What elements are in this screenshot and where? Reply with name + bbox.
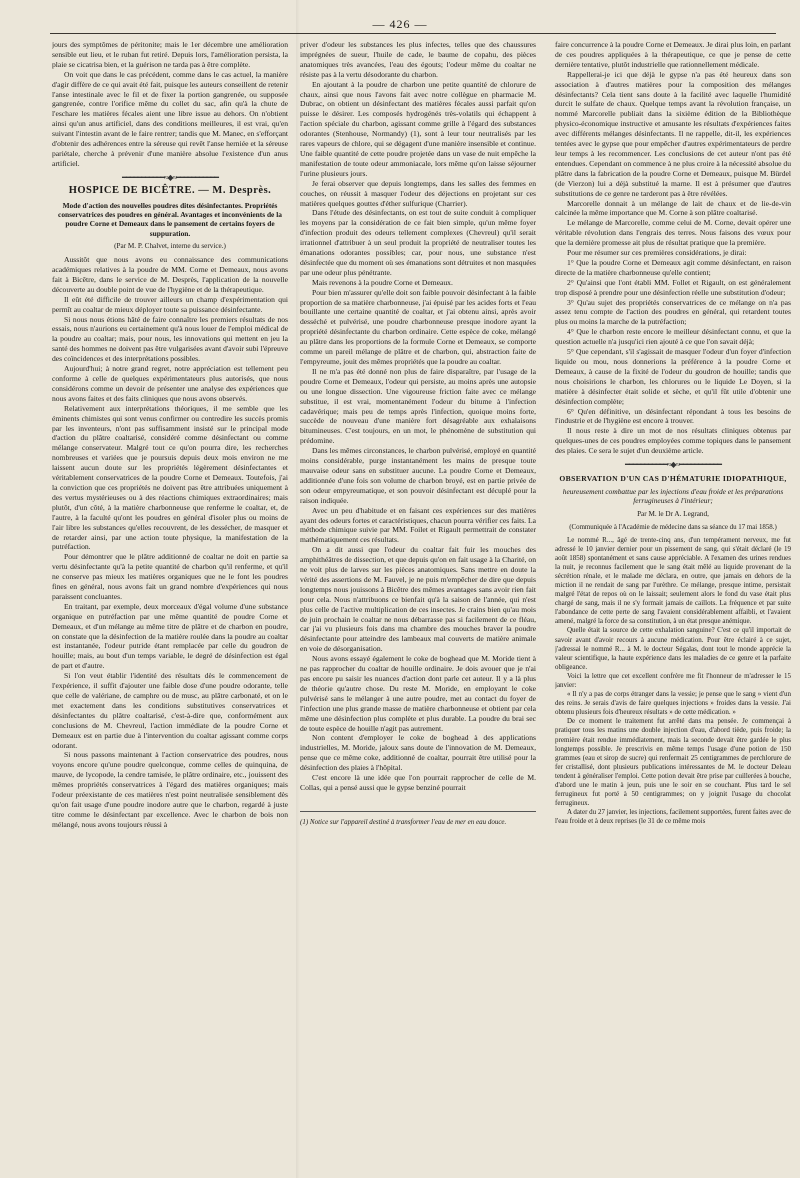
paragraph: Dans les mêmes circonstances, le charbon pulvérisé, employé en quantité moins considérable, purge instantanément les mains de presque toute mauvaise odeur sans en substituer aucune. La poudre Corne et Demeaux, additionnée d'une fois son volume de charbon broyé, est en partie privée de son odeur empyreumatique, et son pouvoir désinfectant est décuplé pour la raison indiquée. bbox=[300, 446, 536, 505]
paragraph: jours des symptômes de péritonite; mais le 1er décembre une amélioration sensible eut lieu, et le ruban fut retiré. Depuis lors, l'amélioration persista, la plaie se cicatrisa bien, et la guérison ne tarda pas à être complète. bbox=[52, 40, 288, 69]
paragraph: faire concurrence à la poudre Corne et Demeaux. Je dirai plus loin, en parlant de ces poudres appliquées à la thérapeutique, ce que je pense de cette dernière tentative, plutôt industrielle que rationnellement médicale. bbox=[555, 40, 791, 69]
section-heading: HOSPICE DE BICÊTRE. — M. Desprès. bbox=[68, 184, 272, 196]
paragraph: Le mélange de Marcorelle, comme celui de M. Corne, devait opérer une véritable révolution dans l'engrais des terres. Nous faisons des vœux pour que la dernière promesse ait plus de résultat pratique que la première. bbox=[555, 218, 791, 248]
section-subheading: Mode d'action des nouvelles poudres dites désinfectantes. Propriétés conservatrices des poudres en général. Avantages et inconvénients de la poudre Corne et Demeaux dans le pansement de certains foyers de suppuration. bbox=[58, 200, 282, 238]
paragraph: Mais revenons à la poudre Corne et Demeaux. bbox=[312, 277, 453, 287]
paragraph: Si nous passons maintenant à l'action conservatrice des poudres, nous voyons encore qu'une poudre quelconque, comme celles de quinquina, de mauve, de lycopode, la cendre tamisée, le plâtre ordinaire, etc., jouissent des mêmes propriétés conservatrices à l'égard des matières organiques; mais l'odeur préexistante de ces matières n'est point neutralisée sensiblement dès qu'on fait usage d'une poudre inodore autre que le charbon, regardé à juste titre comme le désinfectant par excellence. Avec le charbon de bois non mélangé, nous avons toujours réussi à bbox=[52, 750, 288, 829]
list-item: 5° Que cependant, s'il s'agissait de masquer l'odeur d'un foyer d'infection liquide ou mou, nous donnerions la préférence à la poudre Corne et Demeaux, à cause de la fixité de l'odeur du goudron de houille; tandis que nous choisirions le charbon, les chlorures ou le liquide Le Doyen, si la matière à désinfecter était solide et sèche, et qu'il fût utile d'obtenir une désinfection complète; bbox=[555, 347, 791, 406]
paragraph: A dater du 27 janvier, les injections, facilement supportées, furent faites avec de l'eau froide et à deux reprises (le 31 de ce même mois bbox=[555, 808, 791, 826]
list-item: 2° Qu'ainsi que l'ont établi MM. Follet et Rigault, on est généralement trop disposé à prendre pour une désinfection réelle une substitution d'odeur; bbox=[555, 277, 791, 297]
paragraph: Pour démontrer que le plâtre additionné de coaltar ne doit en partie sa vertu désinfectante qu'à la petite quantité de charbon qu'il renferme, et qu'il ne conserve pas mieux les matières organiques que ne le font les poudres fines en général, nous avons fait un grand nombre d'expériences qui nous paraissent concluantes. bbox=[52, 552, 288, 601]
paragraph: Je ferai observer que depuis longtemps, dans les salles des femmes en couches, on réussit à masquer l'odeur des déjections en projetant sur ces matières quelques gouttes d'éther sulfurique (Charrier). bbox=[300, 178, 536, 208]
column-1 bbox=[52, 40, 288, 1168]
paragraph: priver d'odeur les substances les plus infectes, telles que des chaussures imprégnées de sueur, l'huile de cade, le baume de copahu, des pièces anatomiques très avancées, l'eau des égouts; l'odeur même du coaltar ne résiste pas à la vertu désodorante du charbon. bbox=[300, 40, 536, 79]
ornament-divider: ━━━━━━━━━━━≈◆≈━━━━━━━━━━━ bbox=[122, 172, 218, 182]
paragraph: En ajoutant à la poudre de charbon une petite quantité de chlorure de chaux, ainsi que nous l'avons fait avec notre collègue en pharmacie M. Dubrac, on obtient un désinfectant des matières fécales aussi parfait qu'on puisse le désirer. Les composés hydrogénés très-volatils qui échappent à l'action spéciale du charbon, agissant comme grille à l'égard des substances odorantes (Stenhouse, Normandy) (1), sont à leur tour neutralisés par les rares vapeurs de chlore, qui se dégagent d'une manière insensible et continue. Une faible quantité de cette poudre projetée dans un vase de nuit empêche la manifestation de toute odeur ammoniacale, lors même qu'on laisse séjourner l'urine plusieurs jours. bbox=[300, 79, 536, 178]
article-note: (Communiquée à l'Académie de médecine dans sa séance du 17 mai 1858.) bbox=[569, 523, 777, 531]
list-item: 1° Que la poudre Corne et Demeaux agit comme désinfectant, en raison directe de la matière charbonneuse qu'elle contient; bbox=[555, 257, 791, 277]
section-heading: OBSERVATION D'UN CAS D'HÉMATURIE IDIOPATHIQUE, bbox=[559, 473, 787, 483]
section-subheading: heureusement combattue par les injections d'eau froide et les préparations ferrugineuses à l'intérieur; bbox=[562, 486, 784, 506]
paragraph: Il eût été difficile de trouver ailleurs un champ d'expérimentation qui permît au coaltar de mieux déployer toute sa puissance désinfectante. bbox=[52, 294, 288, 314]
paragraph: On a dit aussi que l'odeur du coaltar fait fuir les mouches des amphithéâtres de dissection, et que depuis qu'on en fait usage à la Charité, on ne voit plus de larves sur les pièces anatomiques. Sans mettre en doute la vérité des assertions de M. Fauvel, je ne puis m'empêcher de dire que depuis longtemps nous jouissons à Bicêtre des mêmes avantages sans avoir rien fait pour cela. Nous n'attribuons ce bienfait qu'à la saison de l'année, qui n'est plus celle de l'active multiplication de ces insectes. Je crains bien qu'au mois de juin prochain le coaltar ne nous débarrasse pas si facilement de ce fléau, car j'ai vu plusieurs fois dans ma chambre des mouches braver la poudre désinfectante pour atteindre des lambeaux mal couverts de matière animale en voie de désorganisation. bbox=[300, 545, 536, 654]
footnote: (1) Notice sur l'appareil destiné à transformer l'eau de mer en eau douce. bbox=[300, 811, 536, 828]
list-item: 4° Que le charbon reste encore le meilleur désinfectant connu, et que la question actuelle n'a jusqu'ici rien ajouté à ce que l'on savait déjà; bbox=[555, 327, 791, 347]
column-3 bbox=[555, 40, 791, 1168]
list-item: 6° Qu'en définitive, un désinfectant répondant à tous les besoins de l'industrie et de l'hygiène est encore à trouver. bbox=[555, 406, 791, 426]
paragraph: Aujourd'hui; à notre grand regret, notre appréciation est tellement peu conforme à celle de quelques expérimentateurs plus autorisés, que nous considérons comme un devoir de présenter une analyse des expériences que nous avons faites et des faits cliniques que nous avons observés. bbox=[52, 364, 288, 403]
paragraph: Relativement aux interprétations théoriques, il me semble que les éminents chimistes qui sont venus confirmer ou contredire les succès promis par les inventeurs, n'ont pas suffisamment insisté sur le principal mode d'action du plâtre coaltarisé, considéré comme désinfectant ou comme mélange conservateur. Malgré tout ce qu'on pourra dire, les recherches nombreuses et variées que je poursuis depuis deux mois environ ne me laissent aucun doute sur les propriétés légèrement désinfectantes et véritablement conservatrices de la poudre Corne et Demeaux. Toutefois, j'ai la conviction que ces propriétés ne doivent pas être attribuées uniquement à des vertus mystérieuses ou à des réactions chimiques extraordinaires; mais plutôt, d'un côté, à la matière charbonneuse que renferme le coaltar, et, de l'autre, à la faculté qu'ont les poudres en général d'isoler plus ou moins de l'air libre les substances qu'elles recouvrent, de les dessécher, de masquer et de retarder ainsi, par une action toute physique, la manifestation de la putréfaction. bbox=[52, 403, 288, 552]
paragraph: Pour me résumer sur ces premières considérations, je dirai: bbox=[567, 248, 747, 258]
quotation: « Il n'y a pas de corps étranger dans la vessie; je pense que le sang » vient d'un des reins. Je serais d'avis de faire quelques injections » froides dans la vessie. J'ai obtenu plusieurs fois d'heureux résultats » de cette médication. » bbox=[555, 690, 791, 717]
page-number: — 426 — bbox=[372, 17, 428, 31]
paragraph: Il nous reste à dire un mot de nos résultats cliniques obtenus par quelques-unes de ces poudres employées comme topiques dans le pansement des plaies. Ce sera le sujet d'un deuxième article. bbox=[555, 426, 791, 456]
paragraph: Marcorelle donnait à un mélange de lait de chaux et de lie-de-vin calcinée la même importance que M. Corne à son plâtre coaltarisé. bbox=[555, 198, 791, 218]
paragraph: Pour bien m'assurer qu'elle doit son faible pouvoir désinfectant à la faible proportion de sa matière charbonneuse, j'ai épuisé par les acides forts et l'eau bouillante une certaine quantité de coaltar, et j'ai obtenu ainsi, après avoir desséché et pulvérisé, une poudre charbonneuse presque inodore ayant la propriété désinfectante du charbon ordinaire. Cette espèce de coke, mélangé au plâtre dans les proportions de la formule Corne et Demeaux, se comporte comme un pareil mélange de plâtre et de charbon, qui, abstraction faite de l'empyreume, jouit des mêmes propriétés que la poudre au coaltar. bbox=[300, 287, 536, 366]
paragraph: Aussitôt que nous avons eu connaissance des communications académiques relatives à la poudre de MM. Corne et Demeaux, nous avons fait à Bicêtre, dans le service de M. Desprès, l'application de la nouvelle découverte au double point de vue de l'hygiène et de la thérapeutique. bbox=[52, 255, 288, 294]
paragraph: Avec un peu d'habitude et en faisant ces expériences sur des matières ayant des odeurs fortes et caractéristiques, chacun pourra vérifier ces faits. La méthode chimique suivie par MM. Foilet et Rigault permettrait de constater mathématiquement ces résultats. bbox=[300, 505, 536, 545]
column-2 bbox=[300, 40, 536, 1168]
article-author: Par M. le Dr A. Legrand, bbox=[637, 509, 709, 518]
paragraph: Si l'on veut établir l'identité des résultats dès le commencement de l'expérience, il suffit d'ajouter une faible dose d'une poudre odorante, telle que celle de valériane, de camphre ou de musc, au plâtre carbonaté, et on le met exactement dans les conditions substitutives conservatrices et désinfectantes du plâtre coaltarisé, c'est-à-dire que, conformément aux conclusions de M. Chevreul, l'action immédiate de la poudre Corne et Demeaux est en partie due à l'intervention du coaltar agissant comme corps odorant. bbox=[52, 671, 288, 750]
paragraph: Quelle était la source de cette exhalation sanguine? C'est ce qu'il importait de savoir avant d'avoir recours à aucune médication. Pour être éclairé à ce sujet, j'adressai le nommé R... à M. le docteur Ségalas, dont tout le monde apprécie la valeur scientifique, la haute expérience dans les maladies de ce genre et la parfaite obligeance. bbox=[555, 626, 791, 671]
article-author: (Par M. P. Chalvet, interne du service.) bbox=[114, 242, 226, 251]
paragraph: En traitant, par exemple, deux morceaux d'égal volume d'une substance organique en putréfaction par une même quantité de poudre Corne et Demeaux, et d'un mélange au même titre de plâtre et de charbon en poudre, on constate que la désinfection de la matière roulée dans la poudre au coaltar est instantanée, l'odeur putride étant remplacée par celle du goudron de houille; mais, au bout d'un temps variable, le degré de désinfection est égal de part et d'autre. bbox=[52, 601, 288, 671]
paragraph: Nous avons essayé également le coke de boghead que M. Moride tient à ne pas rapprocher du coaltar de houille ordinaire. Je dois avouer que je n'ai pas encore pu saisir les nuances d'action dont parle cet auteur. Il y a là plus de théorie qu'autre chose. Du reste M. Moride, en employant le coke pulvérisé sans le mélanger à une autre poudre, met au contact du foyer de l'infection une plus grande masse de matière charbonneuse et obtient par cela même une désinfection plus complète et plus durable. La poudre du brai sec de toute espèce de houille n'agit pas autrement. bbox=[300, 654, 536, 733]
paragraph: Non content d'employer le coke de boghead à des applications industrielles, M. Moride, jaloux sans doute de l'innovation de M. Demeaux, pense que ce même coke, additionné de coaltar, pourrait être utilisé pour la désinfection des plaies à l'hôpital. bbox=[300, 733, 536, 773]
paragraph: Rappellerai-je ici que déjà le gypse n'a pas été heureux dans son association à d'autres matières pour la composition des mélanges désinfectants? Cela tient sans doute à la facilité avec laquelle l'humidité durcit le sulfate de chaux. Quelque temps avant la révolution française, un nommé Marcorelle publiait dans la sixième édition de la Bibliothèque physico-économique instructive et amusante les résultats d'expériences faites avec différents mélanges désinfectants. Il ne rappelle, dit-il, les expériences tentées avec le gypse que pour empêcher d'autres expérimentateurs de perdre leur temps à les recommencer. Les conclusions de cet auteur n'ont pas été entendues. Cependant on commence à ne plus croire à la nécessité absolue du plâtre dans la fabrication de la poudre Corne et Demeaux, puisque M. Bürdel (de Vierzon) lui a déjà substitué la marne. Il est à présumer que d'autres substitutions de ce genre ne tarderont pas à être révélées. bbox=[555, 69, 791, 198]
paragraph: Voici la lettre que cet excellent confrère me fit l'honneur de m'adresser le 15 janvier: bbox=[555, 671, 791, 689]
header-rule bbox=[50, 33, 776, 34]
paragraph: Si nous nous étions hâté de faire connaître les premiers résultats de nos essais, nous n'aurions eu certainement qu'à nous louer de l'emploi médical de la poudre au coaltar; mais, pour nous, les innovations qui mettent en jeu la santé des hommes ne doivent pas être vulgarisées avant d'avoir subi l'épreuve des coïncidences et des interprétations possibles. bbox=[52, 314, 288, 364]
paragraph: Le nommé R..., âgé de trente-cinq ans, d'un tempérament nerveux, me fut adressé le 10 janvier dernier pour un pissement de sang, qui s'était déclaré (le 19 août 1858) spontanément et sans cause appréciable. A l'examen des urines rendues la nuit, je reconnus facilement que le sang était mêlé au liquide provenant de la sécrétion rénale, et le malade me déclara, en outre, que jamais en dehors de la miction il ne rendait de sang par l'urèthre. Ce mélange, presque intime, persistait malgré l'état de repos où on le laissait; seulement alors le fond du vase était plus chargé de sang, mais il ne s'y formait jamais de caillots. La fréquence et par suite l'abondance de cette perte de sang l'avaient considérablement affaibli, et l'avaient amené, malgré la force de sa constitution, à un état presque anémique. bbox=[555, 535, 791, 626]
paragraph: Il ne m'a pas été donné non plus de faire disparaître, par l'usage de la poudre Corne et Demeaux, l'odeur qui persiste, au moins après une autopsie ou une longue dissection. Une vigoureuse friction faite avec ce mélange substitue, il est vrai, momentanément l'odeur du bitume à l'infection cadavérique; mais peu de temps après l'infection, quoique moins forte, succède de nouveau d'une manière fort désagréable aux exhalaisons bitumineuses. C'est toujours, en un mot, le phénomène de substitution qui prédomine. bbox=[300, 366, 536, 446]
list-item: 3° Qu'au sujet des propriétés conservatrices de ce mélange on n'a pas assez tenu compte de l'action des poudres en général, qui retardent toutes plus ou moins la marche de la putréfaction; bbox=[555, 297, 791, 327]
paragraph: On voit que dans le cas précédent, comme dans le cas actuel, la manière d'agir diffère de ce qui avait été fait, puisque les auteurs conseillent de retenir l'anse intestinale avec le fil et de fixer la portion gangrenée, ou supposée gangrenée, contre l'orifice même du collet du sac, afin qu'à la chute de l'eschare les matières fécales aient une libre issue au dehors. On n'obtient ainsi qu'un anus artificiel, dans des conditions meilleures, il est vrai, qu'en suivant l'intestin avant de le faire rentrer; tandis que M. Manec, en s'efforçant d'obtenir des adhérences entre la séreuse qui revêt l'anse herniée et la séreuse pariétale, cherche à prévenir d'une manière absolue l'existence d'un anus artificiel. bbox=[52, 69, 288, 168]
ornament-divider: ━━━━━━━━━━━≈◆≈━━━━━━━━━━━ bbox=[625, 460, 721, 470]
paragraph: De ce moment le traitement fut arrêté dans ma pensée. Je commençai à pratiquer tous les matins une double injection d'eau, d'abord tiède, puis froide; la première était rendue immédiatement, mais la seconde devait être gardée le plus longtemps possible. Je prescrivis en même temps l'usage d'une potion de 150 grammes (eau et sirop de sucre) qui renfermait 25 centigrammes de perchlorure de fer cristallisé, dont plusieurs publications intéressantes de M. le docteur Deleau tendent à généraliser l'emploi. Cette potion devait être prise par cuillerées à bouche, d'abord une le matin à jeun, puis une le soir en se couchant. Plus tard le sel ferrugineux fut porté à 50 centigrammes; on y joignit l'usage du chocolat ferrugineux. bbox=[555, 717, 791, 808]
paragraph: C'est encore là une idée que l'on pourrait rapprocher de celle de M. Collas, qui a pensé aussi que le gypse benziné pourrait bbox=[300, 773, 536, 792]
paragraph: Dans l'étude des désinfectants, on est tout de suite conduit à compliquer les moyens par la considération de ce fait bien simple, qu'un même foyer d'infection produit des odeurs tellement complexes (Chevreul) qu'il serait irrationnel d'attribuer à un seul produit la propriété de neutraliser toutes les émanations odorantes possibles; car, pour nous, une substance n'est désinfectée que du moment où ses émanations sont détruites et non masquées par une odeur plus pénétrante. bbox=[300, 208, 536, 277]
